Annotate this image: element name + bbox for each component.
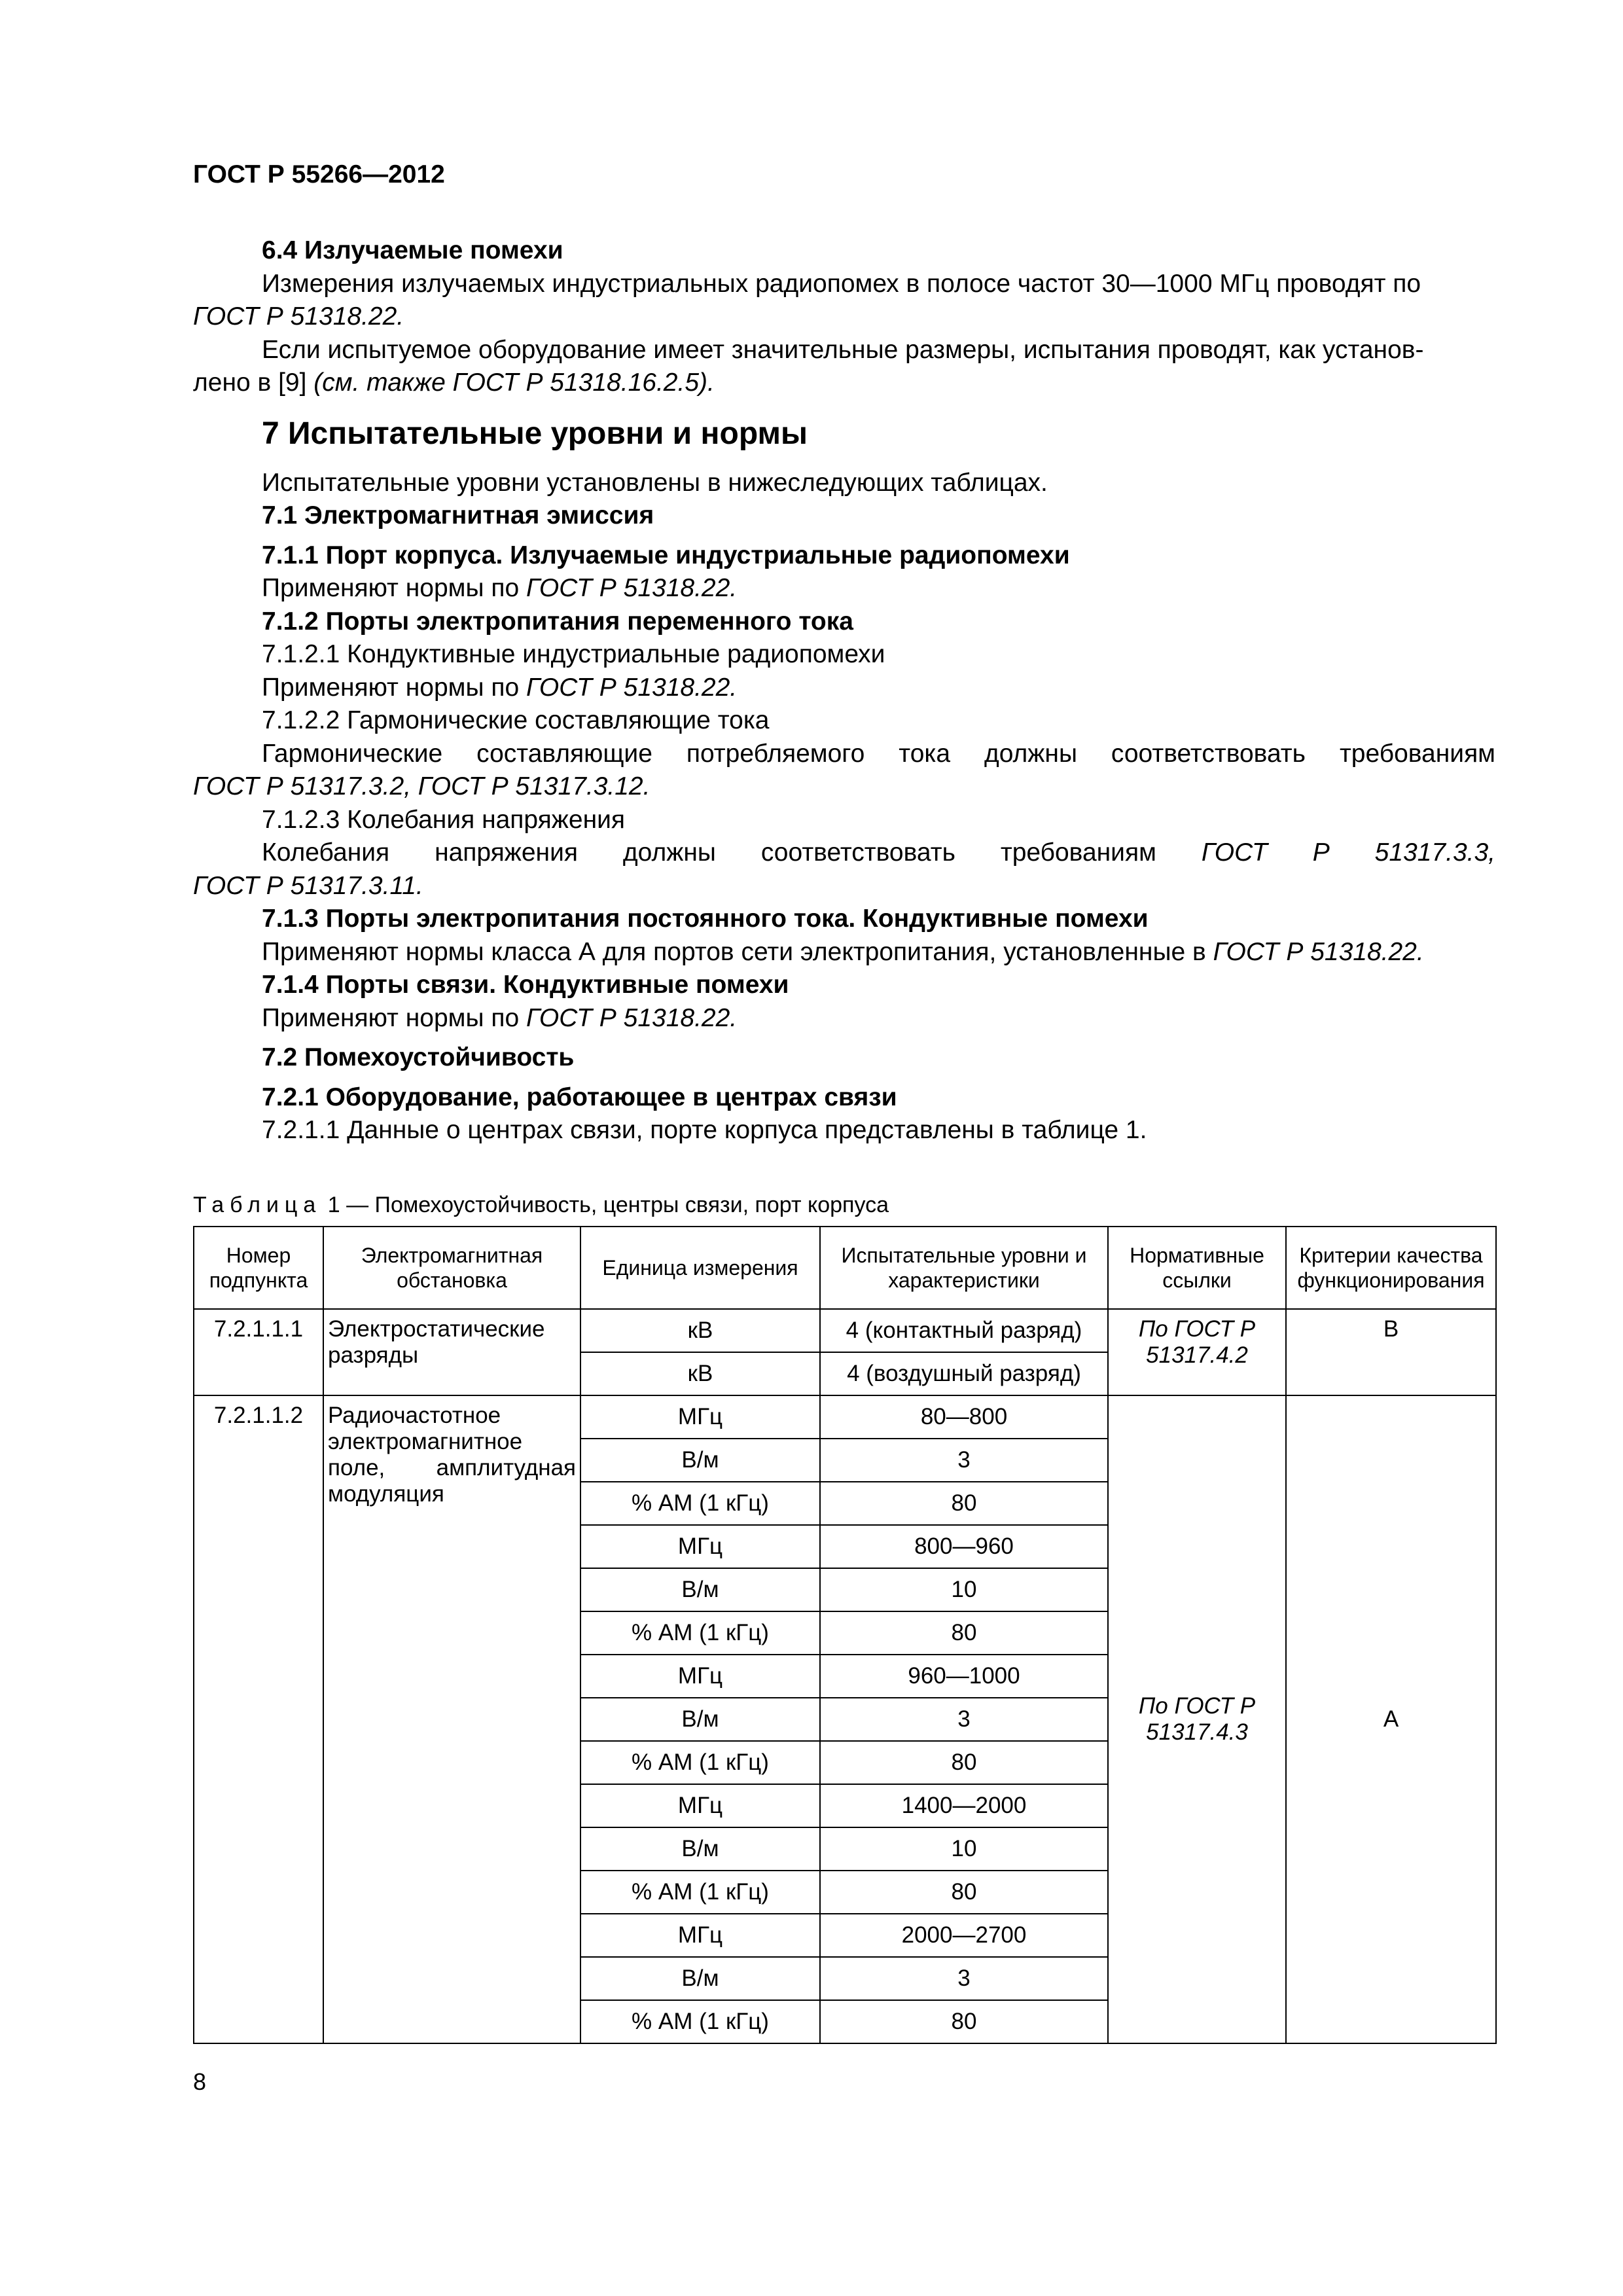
item-number-cell: 7.2.1.1.2 — [194, 1395, 323, 2043]
test-level-cell: 3 — [820, 1698, 1108, 1741]
paragraph-text: Применяют нормы по — [262, 673, 526, 702]
test-level-cell: 3 — [820, 1439, 1108, 1482]
paragraph-7-1-1 — [193, 572, 1495, 605]
section-heading-7-1-4: 7.1.4 Порты связи. Кондуктивные помехи — [262, 971, 789, 999]
reference-cell — [1108, 1309, 1286, 1395]
standard-reference: ГОСТ Р 51317.3.11. — [193, 871, 423, 900]
unit-cell: В/м — [580, 1568, 820, 1611]
unit-cell: % АМ (1 кГц) — [580, 1611, 820, 1655]
standard-reference: ГОСТ Р 51318.22. — [526, 574, 738, 602]
unit-cell: В/м — [580, 1827, 820, 1871]
table-caption — [193, 1193, 889, 1218]
header-number: Номер подпункта — [194, 1227, 323, 1309]
item-number-cell: 7.2.1.1.1 — [194, 1309, 323, 1395]
paragraph-6-4-1 — [193, 268, 1495, 334]
test-level-cell: 80 — [820, 1871, 1108, 1914]
section-heading-7: 7 Испытательные уровни и нормы — [262, 416, 808, 451]
unit-cell: МГц — [580, 1784, 820, 1827]
standard-reference: По ГОСТ Р 51317.4.2 — [1138, 1316, 1256, 1368]
unit-cell: В/м — [580, 1957, 820, 2000]
header-environment: Электромагнитная обстановка — [323, 1227, 580, 1309]
standard-reference: ГОСТ Р 51317.3.2, ГОСТ Р 51317.3.12. — [193, 772, 651, 800]
unit-cell: МГц — [580, 1655, 820, 1698]
section-heading-7-1-1: 7.1.1 Порт корпуса. Излучаемые индустриальные радиопомехи — [262, 541, 1070, 569]
test-level-cell: 2000—2700 — [820, 1914, 1108, 1957]
subsection-7-1-2-1: 7.1.2.1 Кондуктивные индустриальные радиопомехи — [262, 640, 885, 668]
test-level-cell: 4 (воздушный разряд) — [820, 1352, 1108, 1395]
test-level-cell: 10 — [820, 1827, 1108, 1871]
section-heading-6-4: 6.4 Излучаемые помехи — [262, 236, 563, 264]
table-caption-title: 1 — Помехоустойчивость, центры связи, порт корпуса — [321, 1193, 889, 1217]
section-heading-7-2: 7.2 Помехоустойчивость — [262, 1043, 575, 1071]
header-criteria: Критерии качества функционирования — [1286, 1227, 1496, 1309]
test-level-cell: 80 — [820, 1482, 1108, 1525]
reference-cell — [1108, 1395, 1286, 2043]
test-level-cell: 4 (контактный разряд) — [820, 1309, 1108, 1352]
unit-cell: В/м — [580, 1698, 820, 1741]
standard-reference: ГОСТ Р 51317.3.3, — [1201, 838, 1495, 867]
test-level-cell: 80 — [820, 1611, 1108, 1655]
unit-cell: МГц — [580, 1395, 820, 1439]
environment-text: Электростатические разряды — [328, 1316, 545, 1368]
standard-reference: ГОСТ Р 51318.22. — [526, 673, 738, 702]
table-row — [194, 1309, 1496, 1352]
table-header-row — [194, 1227, 1496, 1309]
table-body — [194, 1309, 1496, 2043]
unit-cell: % АМ (1 кГц) — [580, 2000, 820, 2043]
paragraph-text: Измерения излучаемых индустриальных радиопомех в полосе частот 30—1000 МГц проводят по — [262, 269, 1421, 298]
header-unit: Единица измерения — [580, 1227, 820, 1309]
unit-cell: МГц — [580, 1914, 820, 1957]
standard-reference: ГОСТ Р 51318.22. — [193, 302, 404, 331]
environment-cell — [323, 1309, 580, 1395]
paragraph-7-1-2-1 — [193, 672, 1495, 705]
criteria-cell: А — [1286, 1395, 1496, 2043]
page-number: 8 — [193, 2068, 207, 2095]
test-level-cell: 960—1000 — [820, 1655, 1108, 1698]
unit-cell: % АМ (1 кГц) — [580, 1482, 820, 1525]
paragraph-6-4-2 — [193, 334, 1495, 400]
section-heading-7-1-2: 7.1.2 Порты электропитания переменного тока — [262, 607, 853, 636]
paragraph-7-1-4 — [193, 1002, 1495, 1035]
unit-cell: кВ — [580, 1309, 820, 1352]
paragraph-7-1-3 — [193, 936, 1495, 969]
table-caption-label: Таблица — [193, 1193, 322, 1217]
paragraph-7-1-2-3 — [193, 836, 1495, 870]
paragraph-text: Если испытуемое оборудование имеет значительные размеры, испытания проводят, как установ- — [262, 335, 1424, 364]
paragraph-text: лено в [9] — [193, 368, 314, 397]
test-level-cell: 80—800 — [820, 1395, 1108, 1439]
standard-reference: По ГОСТ Р 51317.4.3 — [1138, 1693, 1256, 1745]
paragraph-text: Колебания напряжения должны соответствовать требованиям — [262, 838, 1156, 867]
unit-cell: % АМ (1 кГц) — [580, 1741, 820, 1784]
test-level-cell: 1400—2000 — [820, 1784, 1108, 1827]
immunity-table — [193, 1226, 1497, 2044]
table-row — [194, 1395, 1496, 1439]
test-level-cell: 80 — [820, 2000, 1108, 2043]
section-heading-7-1-3: 7.1.3 Порты электропитания постоянного тока. Кондуктивные помехи — [262, 905, 1149, 933]
unit-cell: В/м — [580, 1439, 820, 1482]
criteria-cell: В — [1286, 1309, 1496, 1395]
standard-reference: ГОСТ Р 51318.22. — [526, 1003, 738, 1032]
subsection-7-1-2-2: 7.1.2.2 Гармонические составляющие тока — [262, 706, 770, 734]
subsection-7-1-2-3: 7.1.2.3 Колебания напряжения — [262, 805, 626, 834]
header-references: Нормативные ссылки — [1108, 1227, 1286, 1309]
test-level-cell: 80 — [820, 1741, 1108, 1784]
section-heading-7-2-1: 7.2.1 Оборудование, работающее в центрах связи — [262, 1083, 897, 1111]
document-body — [193, 234, 1495, 1147]
paragraph-text: Применяют нормы класса А для портов сети электропитания, установленные в — [262, 937, 1213, 966]
environment-text: Радиочастотное электромагнитное поле, амплитудная модуляция — [328, 1403, 576, 1507]
standard-reference: ГОСТ Р 51318.22. — [1213, 937, 1424, 966]
header-test-levels: Испытательные уровни и характеристики — [820, 1227, 1108, 1309]
paragraph-text: Применяют нормы по — [262, 574, 526, 602]
environment-cell — [323, 1395, 580, 2043]
paragraph-text: Применяют нормы по — [262, 1003, 526, 1032]
section-heading-7-1: 7.1 Электромагнитная эмиссия — [262, 501, 654, 529]
standard-reference: (см. также ГОСТ Р 51318.16.2.5). — [313, 368, 715, 397]
unit-cell: МГц — [580, 1525, 820, 1568]
unit-cell: % АМ (1 кГц) — [580, 1871, 820, 1914]
paragraph-7-2-1-1: 7.2.1.1 Данные о центрах связи, порте корпуса представлены в таблице 1. — [262, 1116, 1147, 1144]
test-level-cell: 3 — [820, 1957, 1108, 2000]
document-header: ГОСТ Р 55266—2012 — [193, 160, 445, 188]
test-level-cell: 10 — [820, 1568, 1108, 1611]
test-level-cell: 800—960 — [820, 1525, 1108, 1568]
paragraph-7-intro: Испытательные уровни установлены в нижеследующих таблицах. — [262, 468, 1048, 497]
paragraph-7-1-2-2: Гармонические составляющие потребляемого тока должны соответствовать требованиям — [262, 739, 1495, 768]
unit-cell: кВ — [580, 1352, 820, 1395]
